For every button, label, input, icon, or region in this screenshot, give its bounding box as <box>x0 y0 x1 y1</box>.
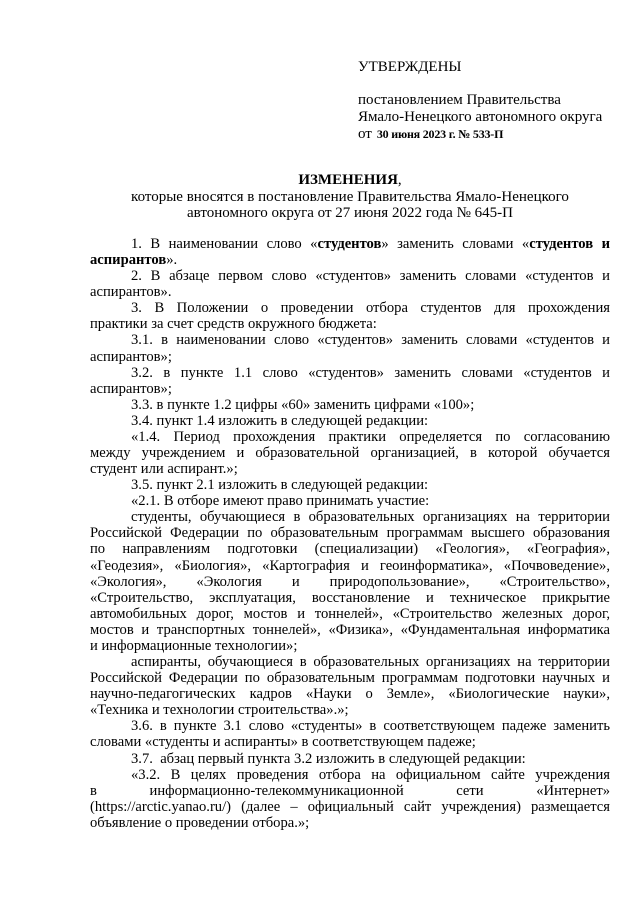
text-line: объявление о проведении отбора.»; <box>90 814 310 831</box>
text-line: «Техника и технологии строительства».»; <box>90 702 349 719</box>
text-line: по направлениям подготовки (специализации) «Геология», «География», <box>90 541 610 558</box>
heading-subtitle-line-1: которые вносятся в постановление Правительства Ямало-Ненецкого <box>131 189 569 205</box>
paragraph <box>90 654 610 718</box>
text-line: 3.7. абзац первый пункта 3.2 изложить в следующей редакции: <box>131 750 526 767</box>
text-line <box>90 236 610 252</box>
paragraph <box>90 767 610 831</box>
text-line: «Экология», «Экология и природопользование», «Строительство», <box>90 573 610 590</box>
text-line: между учреждением и образовательной организацией, в которой обучается <box>90 445 610 462</box>
paragraph <box>90 718 610 750</box>
text-line: 3.6. в пункте 3.1 слово «студенты» в соответствующем падеже заменить <box>131 718 610 735</box>
paragraph <box>90 477 610 493</box>
text-line: практики за счет средств окружного бюджета: <box>90 316 377 333</box>
text-line: 3.4. пункт 1.4 изложить в следующей редакции: <box>131 412 429 429</box>
approval-title: УТВЕРЖДЕНЫ <box>358 59 462 75</box>
heading-title-row <box>90 171 610 189</box>
text-line: словами «студенты и аспиранты» в соответствующем падеже; <box>90 734 476 751</box>
paragraph <box>90 300 610 332</box>
text-line: аспирантов». <box>90 284 172 301</box>
heading-title: ИЗМЕНЕНИЯ <box>298 172 398 188</box>
text-line: (https://arctic.yanao.ru/) (далее – официальный сайт учреждения) размещается <box>90 798 610 815</box>
paragraph <box>90 268 610 300</box>
text-line: аспиранты, обучающиеся в образовательных организациях на территории <box>131 654 610 671</box>
text-line: автомобильных дорог, мостов и тоннелей», «Строительство железных дорог, <box>90 605 610 622</box>
paragraph <box>90 332 610 364</box>
text-line: 3.5. пункт 2.1 изложить в следующей редакции: <box>131 477 429 494</box>
text-line: «2.1. В отборе имеют право принимать участие: <box>131 493 430 510</box>
approval-line-1: постановлением Правительства <box>358 92 561 108</box>
bold-text: аспирантов <box>90 252 167 269</box>
text-line: 3. В Положении о проведении отбора студентов для прохождения <box>131 300 610 317</box>
document-body <box>90 236 610 831</box>
document-heading <box>90 171 610 221</box>
text-line: 2. В абзаце первом слово «студентов» заменить словами «студентов и <box>131 268 610 285</box>
text-line: Российской Федерации по образовательным программам высшего образования <box>90 525 610 542</box>
text-segment: 1. В наименовании слово « <box>131 236 318 252</box>
paragraph <box>90 493 610 509</box>
text-line: научно-педагогических кадров «Науки о Земле», «Биологические науки», <box>90 686 610 703</box>
text-line: «1.4. Период прохождения практики определяется по согласованию <box>131 428 610 445</box>
text-line <box>90 252 610 268</box>
approval-line-2: Ямало-Ненецкого автономного округа <box>358 109 603 125</box>
approval-date-value: 30 июня 2023 г. № 533-П <box>376 127 504 141</box>
text-line: и информационные технологии»; <box>90 637 298 654</box>
paragraph <box>90 429 610 477</box>
text-line: мостов и транспортных тоннелей», «Физика», «Фундаментальная информатика <box>90 621 610 638</box>
text-line: аспирантов»; <box>90 348 172 365</box>
text-line: «Геодезия», «Биология», «Картография и геоинформатика», «Почвоведение», <box>90 557 610 574</box>
paragraph <box>90 365 610 397</box>
paragraph <box>90 236 610 268</box>
paragraph <box>90 397 610 413</box>
heading-subtitle-line-2: автономного округа от 27 июня 2022 года № 645-П <box>187 205 513 221</box>
text-line: «3.2. В целях проведения отбора на официальном сайте учреждения <box>131 766 610 783</box>
paragraph <box>90 509 610 654</box>
bold-text: студентов и <box>529 236 610 252</box>
bold-text: студентов <box>317 236 382 252</box>
text-segment: ». <box>166 252 178 269</box>
text-line: «Строительство, эксплуатация, восстановление и техническое прикрытие <box>90 589 610 606</box>
text-line: 3.2. в пункте 1.1 слово «студентов» заменить словами «студентов и <box>131 364 610 381</box>
approval-block <box>358 59 602 143</box>
text-line: 3.3. в пункте 1.2 цифры «60» заменить цифрами «100»; <box>131 396 475 413</box>
heading-title-suffix: , <box>397 172 402 188</box>
text-segment: » заменить словами « <box>381 236 530 252</box>
paragraph <box>90 751 610 767</box>
approval-date-prefix: от <box>358 126 372 142</box>
text-line: студент или аспирант.»; <box>90 461 238 478</box>
text-line: в информационно-телекоммуникационной сети «Интернет» <box>90 782 610 799</box>
text-line: Российской Федерации по образовательным программам подготовки научных и <box>90 670 610 687</box>
paragraph <box>90 413 610 429</box>
text-line: 3.1. в наименовании слово «студентов» заменить словами «студентов и <box>131 332 610 349</box>
text-line: студенты, обучающиеся в образовательных организациях на территории <box>131 509 610 526</box>
text-line: аспирантов»; <box>90 380 172 397</box>
approval-date-line <box>358 126 602 143</box>
